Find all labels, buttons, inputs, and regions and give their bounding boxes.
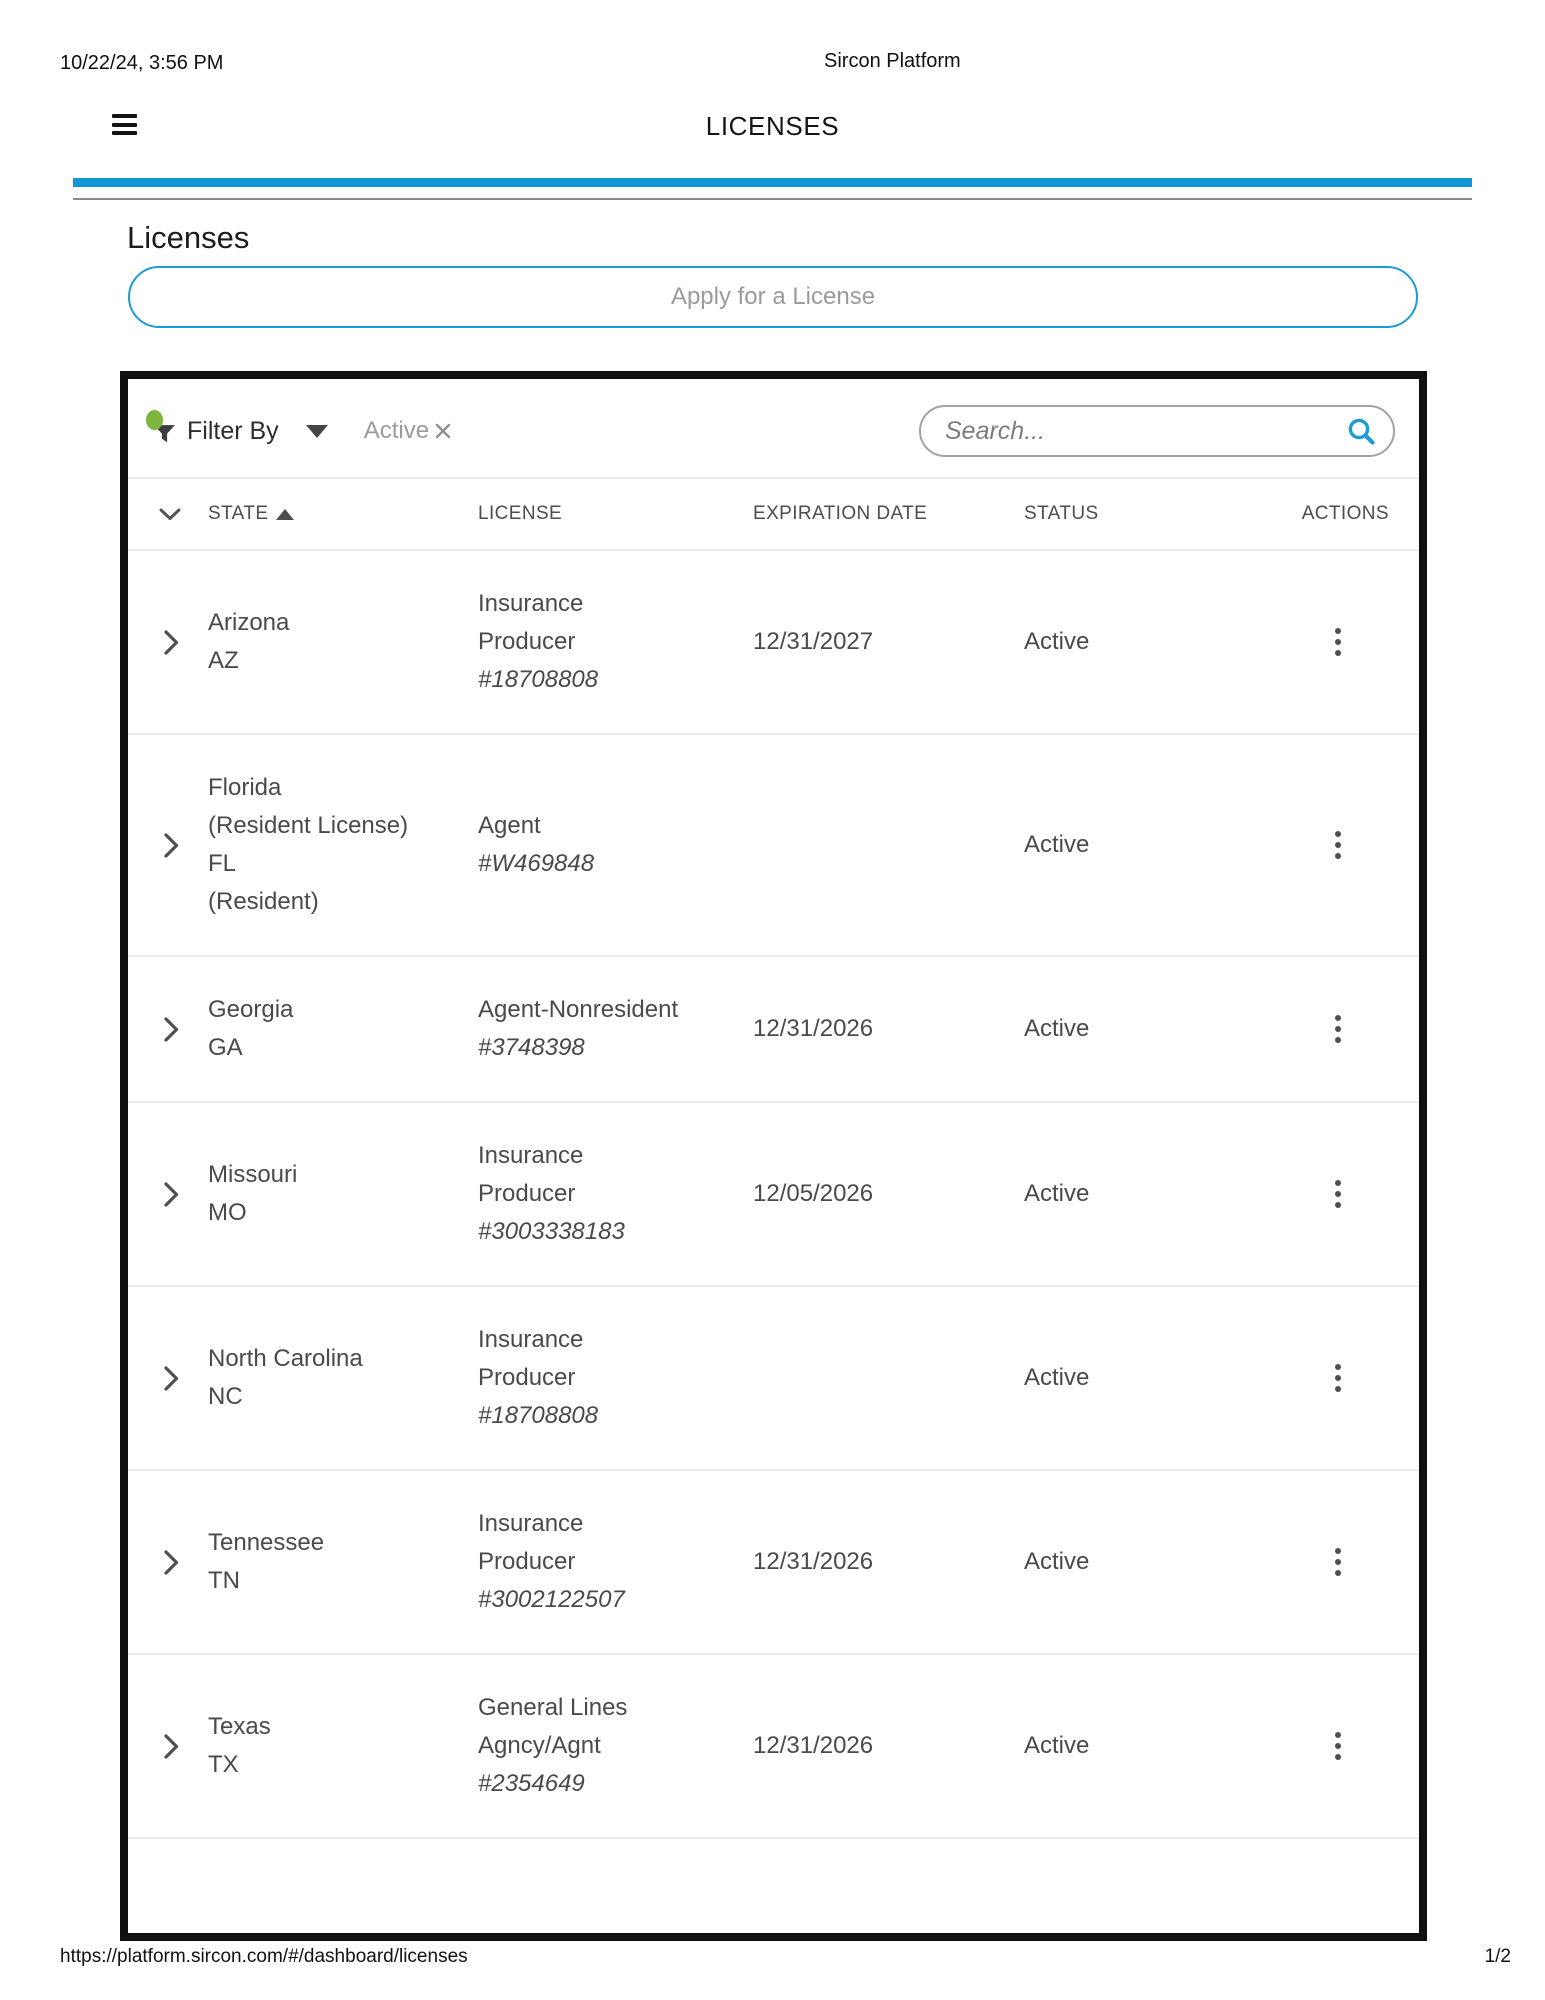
chevron-down-icon[interactable]	[158, 507, 208, 522]
state-cell: Texas TX	[208, 1713, 271, 1778]
license-number: #2354649	[478, 1770, 585, 1797]
state-cell: North Carolina NC	[208, 1345, 363, 1410]
license-number: #3003338183	[478, 1218, 625, 1245]
accent-divider-bar	[73, 178, 1472, 187]
license-name: Agent	[478, 812, 541, 839]
license-name: General Lines Agncy/Agnt	[478, 1694, 628, 1759]
column-header-status[interactable]: STATUS	[1024, 503, 1099, 524]
chevron-right-icon[interactable]	[162, 1731, 208, 1762]
print-datetime: 10/22/24, 3:56 PM	[60, 52, 224, 74]
print-url: https://platform.sircon.com/#/dashboard/licenses	[60, 1946, 468, 1967]
table-row	[128, 551, 1419, 735]
license-cell	[478, 1321, 753, 1435]
state-header-label: STATE	[208, 503, 269, 524]
status-cell: Active	[1024, 831, 1090, 858]
license-number: #3002122507	[478, 1586, 625, 1613]
license-cell	[478, 585, 753, 699]
status-cell: Active	[1024, 1732, 1090, 1759]
status-cell: Active	[1024, 628, 1090, 655]
license-number: #3748398	[478, 1034, 585, 1061]
section-heading: Licenses	[127, 220, 250, 255]
state-cell: Arizona AZ	[208, 609, 290, 674]
print-document-title: Sircon Platform	[824, 50, 961, 72]
kebab-menu-icon[interactable]	[1333, 1178, 1343, 1210]
header-divider-line	[73, 198, 1472, 200]
license-cell	[478, 991, 753, 1067]
license-name: Insurance Producer	[478, 1510, 584, 1575]
state-cell: Florida (Resident License) FL (Resident)	[208, 774, 409, 915]
license-cell	[478, 807, 753, 883]
active-filter-chip: Active	[363, 417, 430, 444]
license-name: Insurance Producer	[478, 1326, 584, 1391]
state-cell: Tennessee TN	[208, 1529, 325, 1594]
kebab-menu-icon[interactable]	[1333, 1546, 1343, 1578]
table-row	[128, 1471, 1419, 1655]
column-header-expiration[interactable]: EXPIRATION DATE	[753, 503, 928, 524]
column-header-license[interactable]: LICENSE	[478, 503, 563, 524]
state-cell: Georgia GA	[208, 996, 294, 1061]
chevron-right-icon[interactable]	[162, 1179, 208, 1210]
license-number: #18708808	[478, 666, 599, 693]
table-row	[128, 957, 1419, 1103]
chevron-right-icon[interactable]	[162, 627, 208, 658]
licenses-table	[120, 371, 1427, 1941]
license-number: #W469848	[478, 850, 595, 877]
search-box	[919, 405, 1395, 457]
triangle-up-icon	[276, 509, 294, 520]
expiration-cell: 12/31/2026	[753, 1015, 874, 1042]
kebab-menu-icon[interactable]	[1333, 1362, 1343, 1394]
status-cell: Active	[1024, 1015, 1090, 1042]
x-icon[interactable]	[434, 422, 452, 440]
table-row	[128, 1287, 1419, 1471]
expiration-cell: 12/31/2026	[753, 1548, 874, 1575]
license-cell	[478, 1505, 753, 1619]
caret-down-icon[interactable]	[306, 425, 328, 438]
license-number: #18708808	[478, 1402, 599, 1429]
apply-for-license-button[interactable]: Apply for a License	[128, 266, 1418, 328]
expiration-cell: 12/31/2027	[753, 628, 874, 655]
filter-by-label[interactable]: Filter By	[187, 416, 279, 445]
status-cell: Active	[1024, 1364, 1090, 1391]
table-row	[128, 1655, 1419, 1839]
funnel-icon[interactable]	[148, 415, 180, 447]
kebab-menu-icon[interactable]	[1333, 1013, 1343, 1045]
status-cell: Active	[1024, 1548, 1090, 1575]
license-name: Insurance Producer	[478, 590, 584, 655]
search-icon[interactable]	[1346, 416, 1377, 447]
state-cell: Missouri MO	[208, 1161, 298, 1226]
column-header-state[interactable]	[208, 503, 478, 525]
license-cell	[478, 1137, 753, 1251]
status-cell: Active	[1024, 1180, 1090, 1207]
print-page-indicator: 1/2	[1484, 1946, 1511, 1967]
license-table-body	[128, 551, 1419, 1839]
table-row	[128, 1103, 1419, 1287]
kebab-menu-icon[interactable]	[1333, 1730, 1343, 1762]
license-name: Insurance Producer	[478, 1142, 584, 1207]
chevron-right-icon[interactable]	[162, 1547, 208, 1578]
table-row	[128, 735, 1419, 957]
column-header-actions: ACTIONS	[1301, 503, 1389, 524]
chevron-right-icon[interactable]	[162, 1363, 208, 1394]
search-input[interactable]	[943, 416, 1346, 447]
table-header-row	[128, 479, 1419, 551]
page-title: LICENSES	[705, 111, 840, 141]
kebab-menu-icon[interactable]	[1333, 829, 1343, 861]
chevron-right-icon[interactable]	[162, 830, 208, 861]
chevron-right-icon[interactable]	[162, 1014, 208, 1045]
expiration-cell: 12/05/2026	[753, 1180, 874, 1207]
license-name: Agent-Nonresident	[478, 996, 679, 1023]
license-cell	[478, 1689, 753, 1803]
green-dot-indicator	[146, 410, 163, 430]
filter-bar	[128, 379, 1419, 479]
kebab-menu-icon[interactable]	[1333, 626, 1343, 658]
expiration-cell: 12/31/2026	[753, 1732, 874, 1759]
